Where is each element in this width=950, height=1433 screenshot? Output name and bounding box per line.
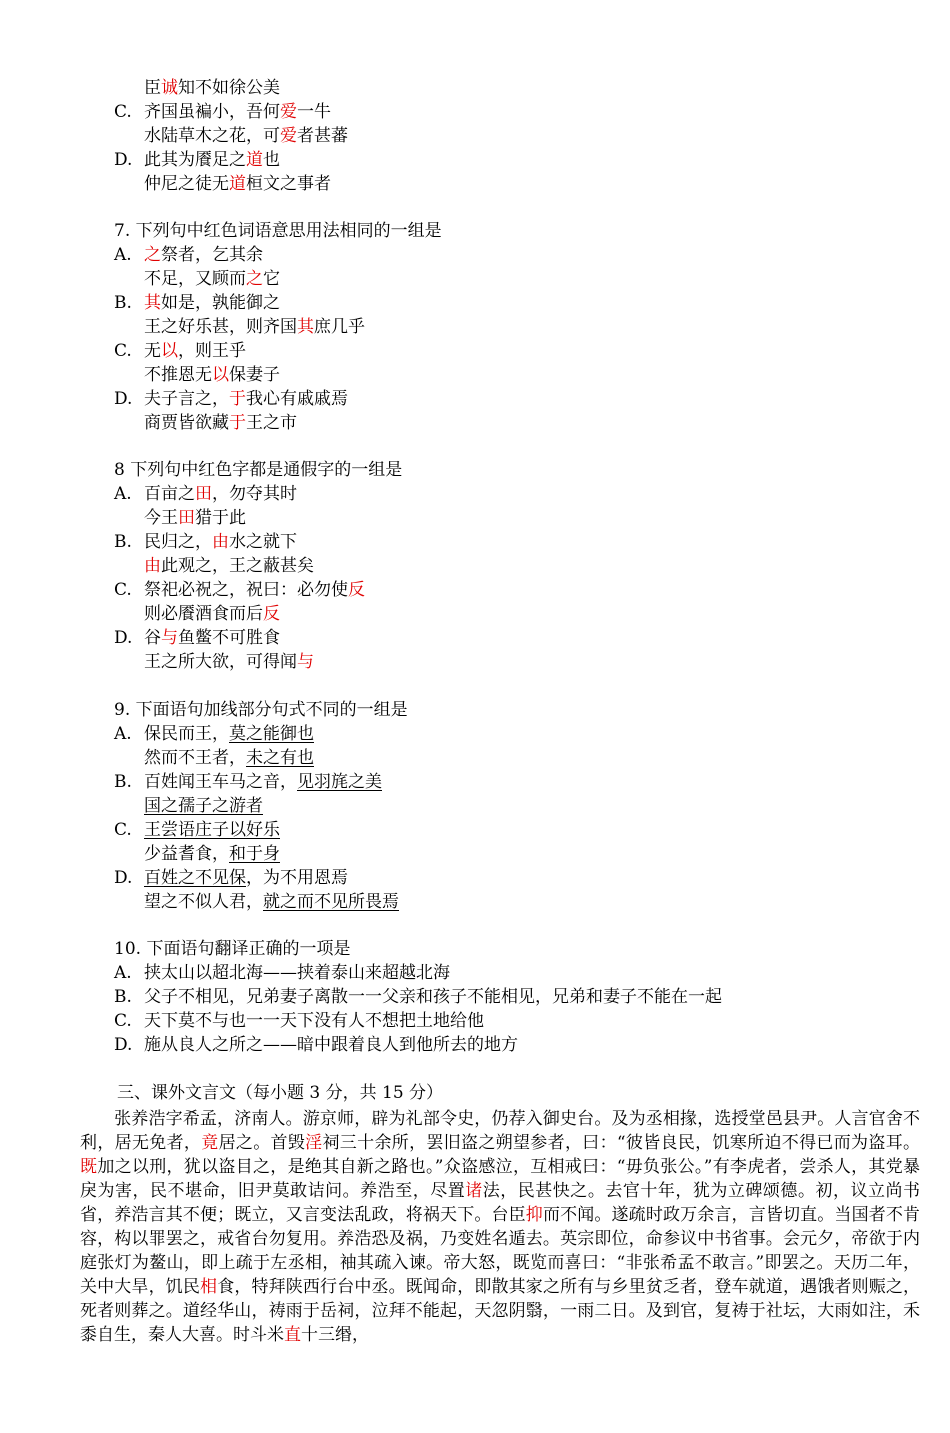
option-label: D.: [114, 389, 133, 409]
text-run: 则必餍酒食而后: [144, 604, 263, 624]
option-label: B.: [114, 772, 132, 792]
text-run: 夫子言之，: [144, 389, 229, 409]
text-run: 不足，又顾而: [144, 269, 246, 289]
section-3-title: 三、课外文言文（每小题 3 分，共 15 分）: [117, 1083, 444, 1103]
text-run: 臣: [144, 78, 161, 98]
option-line: [144, 148, 280, 172]
passage-paragraph: [80, 1107, 920, 1347]
text-run: 食，特拜陕西行台中丞。既闻命，即散其家之所有与乡里贫乏者，登车就道，遇饿者则赈之，死者则葬之。道经华山，祷雨于岳祠，泣拜不能起，天忽阴翳，一雨二日。及到官，复祷于社坛，大雨如注，禾黍自生，秦人大喜。时斗米: [80, 1277, 921, 1345]
text-run: 水陆草木之花，可: [144, 126, 280, 146]
option-continuation: [144, 76, 280, 100]
option-line: [144, 339, 246, 363]
option-line: [144, 291, 280, 315]
underlined-phrase: 国之孺子之游者: [144, 796, 263, 816]
underlined-phrase: 莫之能御也: [229, 724, 314, 744]
option-line: [144, 866, 348, 890]
option-continuation: [144, 506, 246, 530]
option-continuation: [144, 794, 263, 818]
text-run: 不推恩无: [144, 365, 212, 385]
option-line: [144, 243, 263, 267]
text-run: 王之好乐甚，则齐国: [144, 317, 297, 337]
highlighted-word: 相: [200, 1277, 218, 1297]
text-run: 知不如徐公美: [178, 78, 280, 98]
text-run: 此观之，王之蔽甚矣: [161, 556, 314, 576]
question-title: 9. 下面语句加线部分句式不同的一组是: [114, 700, 408, 720]
option-line: [144, 626, 280, 650]
text-run: 王之市: [246, 413, 297, 433]
text-run: 祭祀必祝之，祝曰：必勿使: [144, 580, 348, 600]
text-run: 水之就下: [229, 532, 297, 552]
option-continuation: [144, 554, 314, 578]
option-label: A.: [114, 245, 132, 265]
option-line: [144, 482, 297, 506]
highlighted-word: 田: [195, 484, 212, 504]
text-run: 者甚蕃: [297, 126, 348, 146]
option-continuation: [144, 363, 280, 387]
option-label: C.: [114, 1011, 132, 1031]
highlighted-word: 既: [80, 1157, 98, 1177]
text-run: 庶几乎: [314, 317, 365, 337]
text-run: 保民而王，: [144, 724, 229, 744]
option-label: A.: [114, 724, 132, 744]
option-label: C.: [114, 341, 132, 361]
text-run: 望之不似人君，: [144, 892, 263, 912]
highlighted-word: 于: [229, 389, 246, 409]
underlined-phrase: 见羽旄之美: [297, 772, 382, 792]
option-label: C.: [114, 820, 132, 840]
highlighted-word: 与: [161, 628, 178, 648]
text-run: 桓文之事者: [246, 174, 331, 194]
text-run: 今王: [144, 508, 178, 528]
option-continuation: [144, 890, 399, 914]
text-run: 挟太山以超北海——挟着泰山来超越北海: [144, 963, 450, 983]
option-label: D.: [114, 150, 133, 170]
text-run: 它: [263, 269, 280, 289]
question-title: 10. 下面语句翻译正确的一项是: [114, 939, 351, 959]
text-run: 商贾皆欲藏: [144, 413, 229, 433]
option-label: B.: [114, 532, 132, 552]
text-run: 如是，孰能御之: [161, 293, 280, 313]
option-label: C.: [114, 580, 132, 600]
highlighted-word: 之: [246, 269, 263, 289]
option-continuation: [144, 650, 314, 674]
text-run: 父子不相见，兄弟妻子离散一一父亲和孩子不能相见，兄弟和妻子不能在一起: [144, 987, 722, 1007]
text-run: 天下莫不与也一一天下没有人不想把土地给他: [144, 1011, 484, 1031]
option-label: B.: [114, 987, 132, 1007]
text-run: 祠三十余所，罢旧盗之朔望参者，曰：“彼皆良民，饥寒所迫不得已而为盗耳。: [322, 1133, 921, 1153]
highlighted-word: 爱: [280, 102, 297, 122]
underlined-phrase: 王尝语庄子以好乐: [144, 820, 280, 840]
text-run: 保妻子: [229, 365, 280, 385]
text-run: 百姓闻王车马之音，: [144, 772, 297, 792]
text-run: 祭者，乞其余: [161, 245, 263, 265]
highlighted-word: 道: [246, 150, 263, 170]
highlighted-word: 诚: [161, 78, 178, 98]
option-label: D.: [114, 1035, 133, 1055]
underlined-phrase: 和于身: [229, 844, 280, 864]
highlighted-word: 爱: [280, 126, 297, 146]
highlighted-word: 之: [144, 245, 161, 265]
option-line: [144, 985, 722, 1009]
highlighted-word: 竟: [201, 1133, 219, 1153]
text-run: 法，民甚快之。去官十年，犹为立碑颂德。初，议立尚书省，养浩言其不便；既立，又言变法乱政，将祸天下。台臣: [80, 1181, 921, 1225]
highlighted-word: 以: [161, 341, 178, 361]
highlighted-word: 反: [263, 604, 280, 624]
text-run: 此其为餍足之: [144, 150, 246, 170]
text-run: 而不闻。遂疏时政万余言，言皆切直。当国者不肯容，构以罪罢之，戒省台勿复用。养浩恐及祸，乃变姓名遁去。英宗即位，命参议中书省事。会元夕，帝欲于内庭张灯为鳌山，即上疏于左丞相，袖其疏入谏。帝大怒，既览而喜曰：“非张希孟不敢言。”即罢之。天历二年，关中大旱，饥民: [80, 1205, 921, 1297]
text-run: ，为不用恩焉: [246, 868, 348, 888]
underlined-phrase: 未之有也: [246, 748, 314, 768]
highlighted-word: 由: [212, 532, 229, 552]
highlighted-word: 与: [297, 652, 314, 672]
option-label: B.: [114, 293, 132, 313]
text-run: 王之所大欲，可得闻: [144, 652, 297, 672]
text-run: 仲尼之徒无: [144, 174, 229, 194]
option-continuation: [144, 746, 314, 770]
text-run: 民归之，: [144, 532, 212, 552]
option-continuation: [144, 411, 297, 435]
option-line: [144, 961, 450, 985]
highlighted-word: 直: [284, 1325, 301, 1345]
option-line: [144, 100, 331, 124]
highlighted-word: 道: [229, 174, 246, 194]
text-run: 也: [263, 150, 280, 170]
text-run: 居之。首毁: [218, 1133, 306, 1153]
text-run: 一牛: [297, 102, 331, 122]
option-label: D.: [114, 868, 133, 888]
highlighted-word: 抑: [525, 1205, 543, 1225]
text-run: 无: [144, 341, 161, 361]
option-continuation: [144, 842, 280, 866]
option-line: [144, 578, 365, 602]
text-run: 谷: [144, 628, 161, 648]
option-line: [144, 722, 314, 746]
text-run: 鱼鳖不可胜食: [178, 628, 280, 648]
highlighted-word: 其: [297, 317, 314, 337]
text-run: 我心有戚戚焉: [246, 389, 348, 409]
text-run: ，勿夺其时: [212, 484, 297, 504]
highlighted-word: 诸: [465, 1181, 483, 1201]
highlighted-word: 其: [144, 293, 161, 313]
option-label: C.: [114, 102, 132, 122]
option-label: A.: [114, 484, 132, 504]
highlighted-word: 由: [144, 556, 161, 576]
option-label: A.: [114, 963, 132, 983]
option-line: [144, 387, 348, 411]
option-continuation: [144, 315, 365, 339]
text-run: 百亩之: [144, 484, 195, 504]
option-continuation: [144, 172, 331, 196]
text-run: 猎于此: [195, 508, 246, 528]
highlighted-word: 反: [348, 580, 365, 600]
text-run: 然而不王者，: [144, 748, 246, 768]
option-line: [144, 818, 280, 842]
text-run: 施从良人之所之——暗中跟着良人到他所去的地方: [144, 1035, 518, 1055]
underlined-phrase: 就之而不见所畏焉: [263, 892, 399, 912]
highlighted-word: 以: [212, 365, 229, 385]
text-run: ，则王乎: [178, 341, 246, 361]
option-continuation: [144, 602, 280, 626]
highlighted-word: 于: [229, 413, 246, 433]
question-title: 8 下列句中红色字都是通假字的一组是: [114, 460, 403, 480]
option-line: [144, 530, 297, 554]
option-continuation: [144, 124, 348, 148]
text-run: 齐国虽褊小，吾何: [144, 102, 280, 122]
option-line: [144, 1033, 518, 1057]
option-line: [144, 770, 382, 794]
underlined-phrase: 百姓之不见保: [144, 868, 246, 888]
text-run: 加之以刑，犹以盗目之，是绝其自新之路也。”众盗感泣，互相戒曰：“毋负张公。”有李虎者，尝杀人，其党暴戾为害，民不堪命，旧尹莫敢诘问。养浩至，尽置: [80, 1157, 921, 1201]
option-line: [144, 1009, 484, 1033]
question-title: 7. 下列句中红色词语意思用法相同的一组是: [114, 221, 442, 241]
option-continuation: [144, 267, 280, 291]
option-label: D.: [114, 628, 133, 648]
text-run: 十三缗，: [301, 1325, 369, 1345]
highlighted-word: 淫: [305, 1133, 323, 1153]
text-run: 张养浩字希孟，济南人。游京师，辟为礼部令史，仍荐入御史台。及为丞相掾，选授堂邑县尹。人言官舍不利，居无免者，: [80, 1109, 920, 1153]
text-run: 少益耆食，: [144, 844, 229, 864]
highlighted-word: 田: [178, 508, 195, 528]
